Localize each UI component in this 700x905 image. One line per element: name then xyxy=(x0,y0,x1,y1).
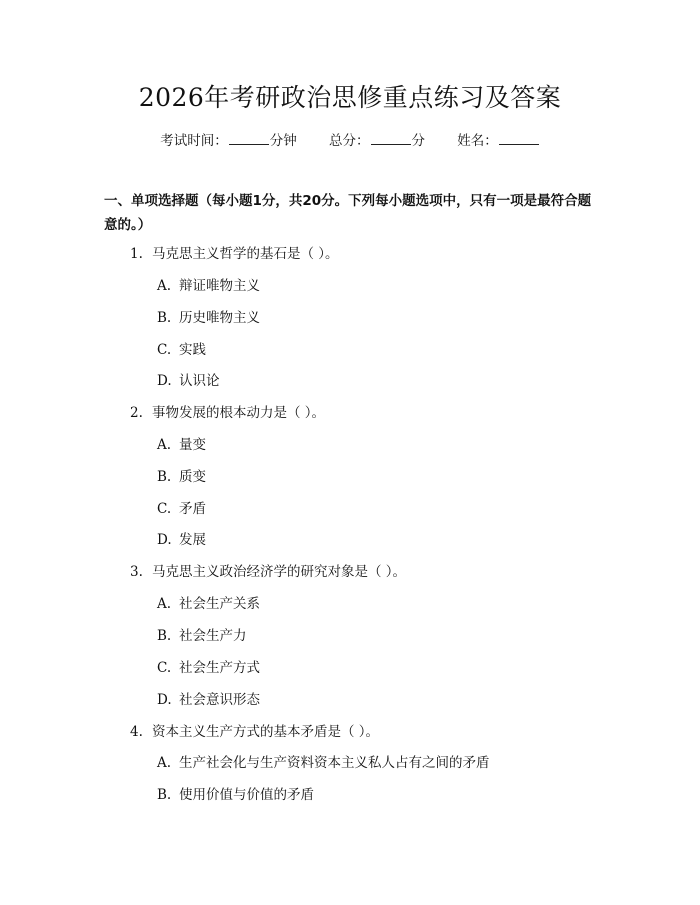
option-4a xyxy=(157,753,490,773)
question-1 xyxy=(130,244,339,264)
question-text: 马克思主义哲学的基石是（ ）。 xyxy=(152,246,339,262)
option-letter: A. xyxy=(157,596,172,612)
option-3b xyxy=(157,626,247,646)
name-blank xyxy=(499,132,539,145)
option-1d xyxy=(157,371,220,391)
name-label: 姓名： xyxy=(457,133,498,149)
option-text: 生产社会化与生产资料资本主义私人占有之间的矛盾 xyxy=(179,755,490,771)
option-text: 量变 xyxy=(179,437,206,453)
option-letter: A. xyxy=(157,437,172,453)
total-score-label: 总分： xyxy=(329,133,370,149)
question-number: 3. xyxy=(130,564,143,580)
option-2c xyxy=(157,499,206,519)
option-text: 质变 xyxy=(179,469,206,485)
option-letter: B. xyxy=(157,469,172,485)
option-text: 辩证唯物主义 xyxy=(179,278,260,294)
option-letter: B. xyxy=(157,787,172,803)
option-2d xyxy=(157,530,206,550)
option-1b xyxy=(157,308,260,328)
total-score-unit: 分 xyxy=(411,133,425,149)
option-letter: D. xyxy=(157,532,172,548)
exam-time-unit: 分钟 xyxy=(269,133,297,149)
option-letter: C. xyxy=(157,660,172,676)
option-letter: C. xyxy=(157,342,172,358)
option-letter: A. xyxy=(157,278,172,294)
option-text: 社会生产力 xyxy=(179,628,247,644)
exam-info-line xyxy=(0,131,700,151)
exam-time-blank xyxy=(229,132,269,145)
option-2a xyxy=(157,435,206,455)
question-text: 事物发展的根本动力是（ ）。 xyxy=(152,405,326,421)
option-2b xyxy=(157,467,206,487)
name-field xyxy=(457,131,540,151)
total-score-field xyxy=(329,131,425,151)
option-text: 发展 xyxy=(179,532,206,548)
option-1c xyxy=(157,340,206,360)
option-4b xyxy=(157,785,314,805)
option-letter: B. xyxy=(157,310,172,326)
document-title: 2026年考研政治思修重点练习及答案 xyxy=(138,83,562,112)
option-1a xyxy=(157,276,260,296)
option-letter: D. xyxy=(157,692,172,708)
option-text: 社会生产方式 xyxy=(179,660,260,676)
question-3 xyxy=(130,562,406,582)
question-text: 资本主义生产方式的基本矛盾是（ ）。 xyxy=(152,724,380,740)
option-text: 实践 xyxy=(179,342,206,358)
option-text: 使用价值与价值的矛盾 xyxy=(179,787,314,803)
question-2 xyxy=(130,403,325,423)
option-text: 社会意识形态 xyxy=(179,692,260,708)
question-number: 1. xyxy=(130,246,143,262)
total-score-blank xyxy=(371,132,411,145)
option-letter: D. xyxy=(157,373,172,389)
option-text: 历史唯物主义 xyxy=(179,310,260,326)
option-text: 矛盾 xyxy=(179,501,206,517)
section-heading: 一、单项选择题（每小题1分，共20分。下列每小题选项中，只有一项是最符合题意的。） xyxy=(104,193,592,233)
option-letter: C. xyxy=(157,501,172,517)
option-3a xyxy=(157,594,260,614)
option-3d xyxy=(157,690,260,710)
question-4 xyxy=(130,722,379,742)
question-number: 2. xyxy=(130,405,143,421)
question-number: 4. xyxy=(130,724,143,740)
exam-time-field xyxy=(160,131,297,151)
question-text: 马克思主义政治经济学的研究对象是（ ）。 xyxy=(152,564,407,580)
exam-time-label: 考试时间： xyxy=(160,133,228,149)
option-letter: A. xyxy=(157,755,172,771)
option-letter: B. xyxy=(157,628,172,644)
option-text: 社会生产关系 xyxy=(179,596,260,612)
option-text: 认识论 xyxy=(179,373,220,389)
option-3c xyxy=(157,658,260,678)
